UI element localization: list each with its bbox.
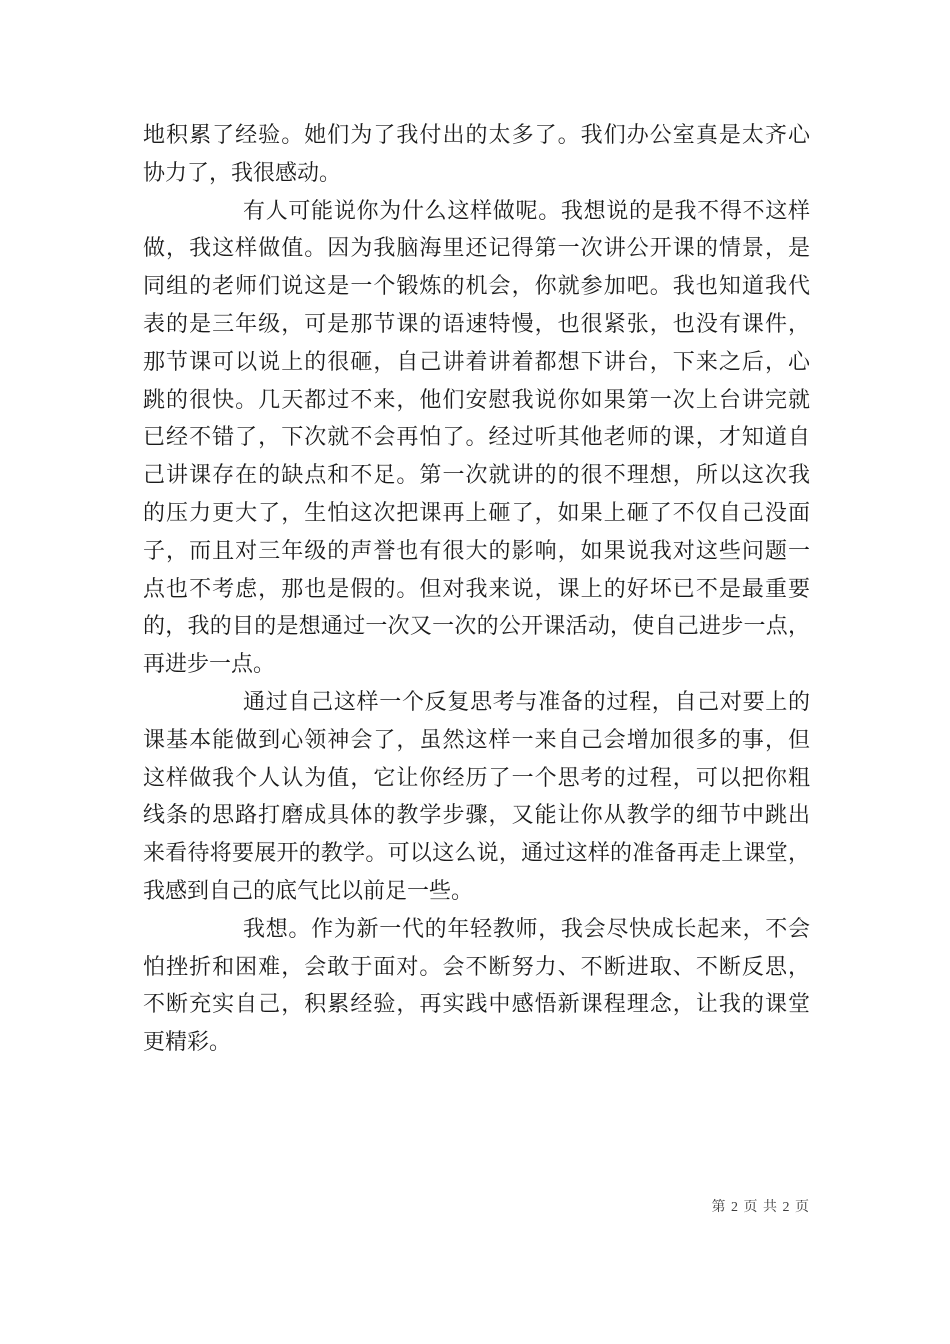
document-body-text bbox=[143, 116, 810, 1061]
text-line: 这样做我个人认为值，它让你经历了一个思考的过程，可以把你粗 bbox=[143, 764, 810, 790]
text-line: 我感到自己的底气比以前足一些。 bbox=[143, 877, 474, 903]
text-line: 跳的很快。几天都过不来，他们安慰我说你如果第一次上台讲完就 bbox=[143, 386, 810, 412]
text-line: 通过自己这样一个反复思考与准备的过程，自己对要上的 bbox=[243, 688, 810, 714]
text-line: 点也不考虑，那也是假的。但对我来说，课上的好坏已不是最重要 bbox=[143, 575, 810, 601]
text-line: 表的是三年级，可是那节课的语速特慢，也很紧张，也没有课件， bbox=[143, 310, 810, 336]
text-line: 同组的老师们说这是一个锻炼的机会，你就参加吧。我也知道我代 bbox=[143, 273, 810, 299]
text-line: 怕挫折和困难，会敢于面对。会不断努力、不断进取、不断反思， bbox=[143, 953, 810, 979]
text-line: 我想。作为新一代的年轻教师，我会尽快成长起来，不会 bbox=[243, 915, 810, 941]
text-line: 课基本能做到心领神会了，虽然这样一来自己会增加很多的事，但 bbox=[143, 726, 810, 752]
text-line: 有人可能说你为什么这样做呢。我想说的是我不得不这样 bbox=[243, 197, 810, 223]
text-line: 地积累了经验。她们为了我付出的太多了。我们办公室真是太齐心 bbox=[143, 122, 810, 147]
text-line: 那节课可以说上的很砸，自己讲着讲着都想下讲台，下来之后，心 bbox=[143, 348, 810, 374]
text-line: 来看待将要展开的教学。可以这么说，通过这样的准备再走上课堂， bbox=[143, 840, 810, 866]
page-number-footer: 第 2 页 共 2 页 bbox=[711, 1200, 810, 1215]
text-line: 不断充实自己，积累经验，再实践中感悟新课程理念，让我的课堂 bbox=[143, 991, 810, 1017]
text-line: 做，我这样做值。因为我脑海里还记得第一次讲公开课的情景，是 bbox=[143, 235, 810, 261]
text-line: 线条的思路打磨成具体的教学步骤，又能让你从教学的细节中跳出 bbox=[143, 802, 810, 828]
text-line: 更精彩。 bbox=[143, 1029, 232, 1055]
text-line: 己讲课存在的缺点和不足。第一次就讲的的很不理想，所以这次我 bbox=[143, 462, 810, 488]
text-line: 协力了，我很感动。 bbox=[143, 159, 342, 185]
text-line: 的压力更大了，生怕这次把课再上砸了，如果上砸了不仅自己没面 bbox=[143, 499, 810, 525]
text-line: 再进步一点。 bbox=[143, 651, 276, 677]
text-line: 已经不错了，下次就不会再怕了。经过听其他老师的课，才知道自 bbox=[143, 424, 810, 450]
text-line: 子，而且对三年级的声誉也有很大的影响，如果说我对这些问题一 bbox=[143, 537, 810, 563]
text-line: 的，我的目的是想通过一次又一次的公开课活动，使自己进步一点， bbox=[143, 613, 810, 639]
